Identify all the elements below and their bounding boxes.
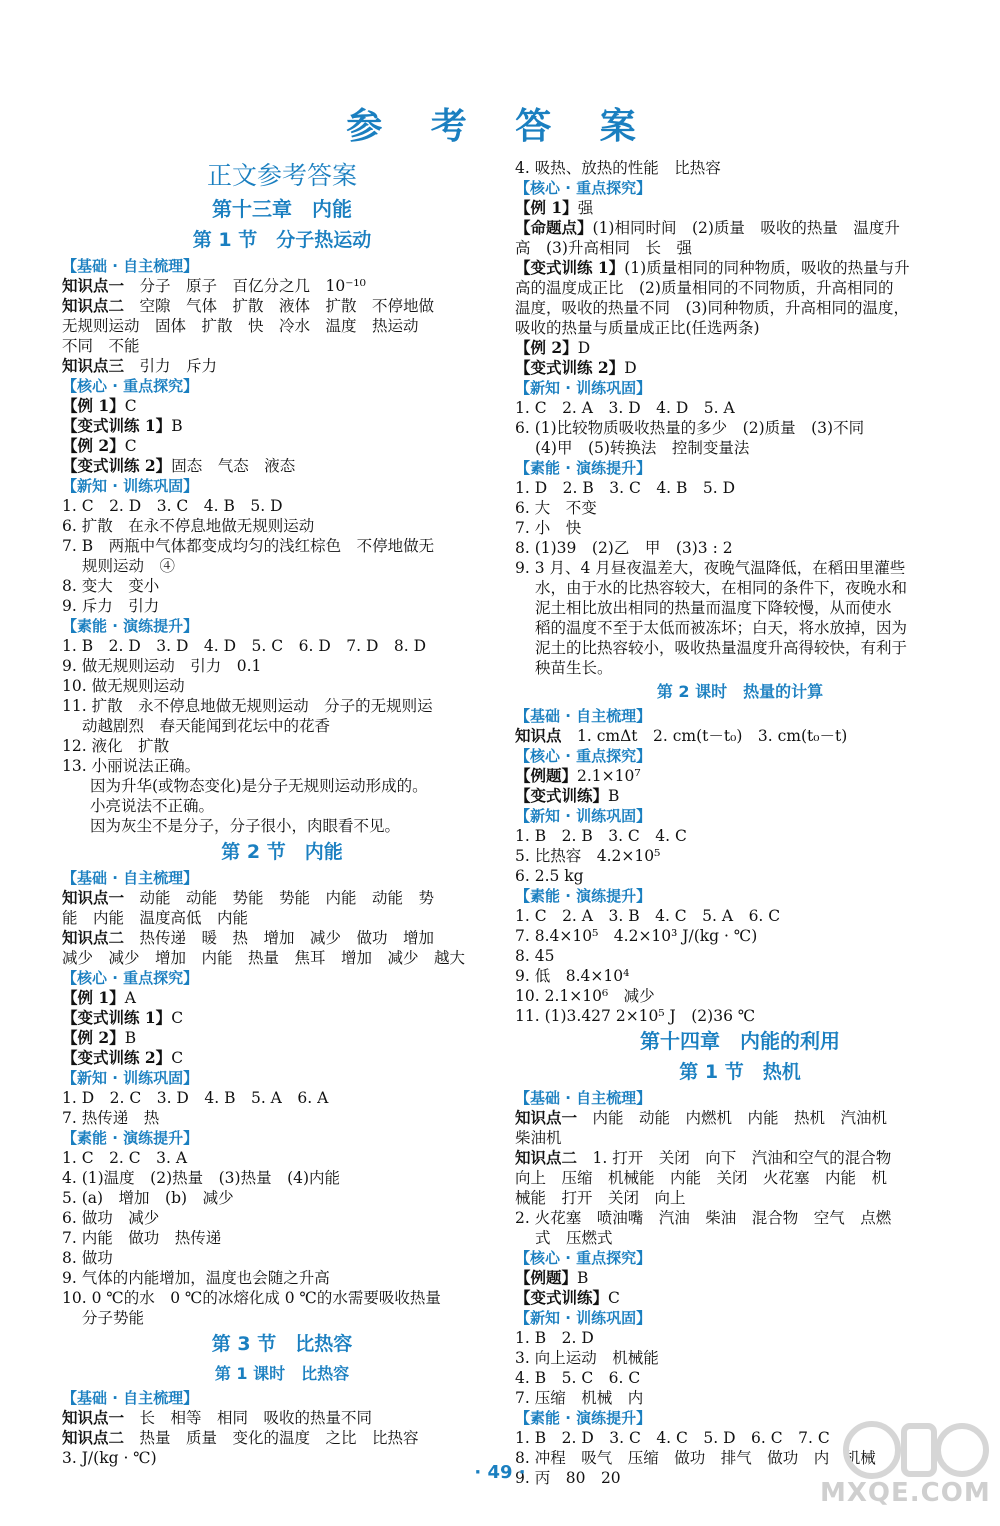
- answer-label: 【例题】: [515, 766, 578, 785]
- answer-line: 1. B 2. D 3. D 4. D 5. C 6. D 7. D 8. D: [62, 637, 427, 655]
- answer-line: [515, 1268, 965, 1288]
- answer-line: 1. B 2. D: [515, 1329, 594, 1347]
- section-tag: 【素能 · 演练提升】: [515, 459, 652, 477]
- answer-label: 【变式训练 1】: [515, 258, 625, 277]
- watermark-text: MXQE.COM: [820, 1478, 991, 1508]
- section-tag: 【素能 · 演练提升】: [62, 1129, 199, 1147]
- answer-text: 2.1×10⁷: [577, 767, 641, 785]
- answer-text: C: [608, 1289, 620, 1307]
- answer-text: D: [624, 359, 637, 377]
- chapter-heading: 第十三章 内能: [212, 197, 352, 221]
- answer-text: C: [124, 437, 137, 455]
- answer-line: 4. 吸热、放热的性能 比热容: [515, 159, 721, 177]
- answer-line: 式 压燃式: [535, 1229, 613, 1247]
- answer-label: 【例 2】: [62, 1028, 125, 1047]
- section-tag: 【基础 · 自主梳理】: [62, 869, 199, 887]
- answer-line: [515, 726, 965, 746]
- section-heading: 第 1 节 热机: [679, 1061, 801, 1083]
- section-heading: 第 3 节 比热容: [211, 1333, 353, 1355]
- answer-line: 高的温度成正比 (2)质量相同的不同物质，升高相同的: [515, 279, 894, 297]
- answer-line: [62, 396, 502, 416]
- answer-line: [62, 1048, 502, 1068]
- answer-line: [62, 436, 502, 456]
- answer-line: [62, 296, 502, 316]
- answer-line: 10. 0 ℃的水 0 ℃的冰熔化成 0 ℃的水需要吸收热量: [62, 1289, 441, 1307]
- answer-line: 6. 大 不变: [515, 499, 597, 517]
- answer-line: 9. 斥力 引力: [62, 597, 160, 615]
- answer-line: 向上 压缩 机械能 内能 关闭 火花塞 内能 机: [515, 1169, 888, 1187]
- answer-line: 10. 2.1×10⁶ 减少: [515, 987, 655, 1005]
- answer-line: 12. 液化 扩散: [62, 737, 170, 755]
- answer-label: 【例 2】: [62, 436, 125, 455]
- answer-text: 内能 动能 内燃机 内能 热机 汽油机: [577, 1109, 888, 1127]
- answer-label: 【命题点】: [515, 218, 593, 237]
- answer-text: (1)相同时间 (2)质量 吸收的热量 温度升: [592, 219, 900, 237]
- answer-line: [515, 1148, 965, 1168]
- answer-line: 减少 减少 增加 内能 热量 焦耳 增加 减少 越大: [62, 949, 466, 967]
- answer-text: B: [608, 787, 620, 805]
- answer-text: B: [124, 1029, 137, 1047]
- answer-line: [62, 356, 502, 376]
- answer-line: [62, 1028, 502, 1048]
- answer-label: 知识点一: [62, 1408, 125, 1427]
- answer-label: 【例 2】: [515, 338, 578, 357]
- answer-line: 5. (a) 增加 (b) 减少: [62, 1189, 234, 1207]
- answer-line: [62, 456, 502, 476]
- answer-line: [515, 258, 965, 278]
- answer-line: 小亮说法不正确。: [90, 797, 215, 815]
- section-heading: 第 2 节 内能: [221, 841, 343, 863]
- answer-line: 秧苗生长。: [535, 659, 613, 677]
- answer-line: 能 内能 温度高低 内能: [62, 909, 249, 927]
- answer-line: 分子势能: [82, 1309, 145, 1327]
- answer-text: 1. 打开 关闭 向下 汽油和空气的混合物: [577, 1149, 892, 1167]
- answer-line: 泥土相比放出相同的热量而温度下降较慢，从而使水: [535, 599, 892, 617]
- answer-text: C: [124, 397, 137, 415]
- section-tag: 【基础 · 自主梳理】: [62, 1389, 199, 1407]
- right-column: [515, 158, 965, 1488]
- answer-line: 1. C 2. A 3. D 4. D 5. A: [515, 399, 735, 417]
- answer-label: 【变式训练 2】: [515, 358, 625, 377]
- answer-line: 10. 做无规则运动: [62, 677, 185, 695]
- answer-text: C: [171, 1009, 184, 1027]
- answer-text: 1. cmΔt 2. cm(t－t₀) 3. cm(t₀－t): [561, 727, 848, 745]
- answer-label: 知识点一: [62, 276, 125, 295]
- answer-line: [62, 928, 502, 948]
- answer-line: 8. 冲程 吸气 压缩 做功 排气 做功 内 机械: [515, 1449, 876, 1467]
- answer-label: 知识点三: [62, 356, 125, 375]
- answer-text: 长 相等 相同 吸收的热量不同: [124, 1409, 373, 1427]
- lesson-heading: 第 1 课时 比热容: [214, 1364, 350, 1383]
- answer-line: [515, 358, 965, 378]
- section-tag: 【素能 · 演练提升】: [515, 1409, 652, 1427]
- section-tag: 【核心 · 重点探究】: [515, 179, 652, 197]
- answer-line: 8. (1)39 (2)乙 甲 (3)3 : 2: [515, 539, 733, 557]
- answer-line: 7. 压缩 机械 内: [515, 1389, 644, 1407]
- answer-line: [515, 1288, 965, 1308]
- answer-line: 无规则运动 固体 扩散 快 冷水 温度 热运动: [62, 317, 419, 335]
- answer-line: 11. (1)3.427 2×10⁵ J (2)36 ℃: [515, 1007, 756, 1025]
- answer-line: [515, 786, 965, 806]
- answer-line: 1. C 2. A 3. B 4. C 5. A 6. C: [515, 907, 781, 925]
- answer-line: 8. 变大 变小: [62, 577, 160, 595]
- answer-line: [62, 1008, 502, 1028]
- answer-text: 热传递 暖 热 增加 减少 做功 增加: [124, 929, 435, 947]
- answer-label: 知识点二: [62, 296, 125, 315]
- answer-text: B: [577, 1269, 589, 1287]
- answer-text: A: [124, 989, 136, 1007]
- answer-label: 【例 1】: [515, 198, 578, 217]
- section-tag: 【基础 · 自主梳理】: [515, 1089, 652, 1107]
- answer-line: 5. 比热容 4.2×10⁵: [515, 847, 661, 865]
- answer-text: 引力 斥力: [124, 357, 218, 375]
- answer-line: [62, 888, 502, 908]
- answer-line: 4. B 5. C 6. C: [515, 1369, 641, 1387]
- answer-line: 因为灰尘不是分子，分子很小，肉眼看不见。: [90, 817, 401, 835]
- answer-label: 知识点: [515, 726, 562, 745]
- answer-label: 【变式训练】: [515, 1288, 609, 1307]
- answer-line: 8. 45: [515, 947, 555, 965]
- answer-text: 强: [577, 199, 594, 217]
- answer-line: [62, 416, 502, 436]
- answer-line: 吸收的热量与质量成正比(任选两条): [515, 319, 760, 337]
- section-tag: 【基础 · 自主梳理】: [515, 707, 652, 725]
- answer-line: 7. 热传递 热: [62, 1109, 160, 1127]
- answer-label: 【变式训练 2】: [62, 1048, 172, 1067]
- answer-text: 分子 原子 百亿分之几 10⁻¹⁰: [124, 277, 366, 295]
- answer-line: 因为升华(或物态变化)是分子无规则运动形成的。: [90, 777, 428, 795]
- section-tag: 【素能 · 演练提升】: [62, 617, 199, 635]
- answer-line: 2. 火花塞 喷油嘴 汽油 柴油 混合物 空气 点燃: [515, 1209, 892, 1227]
- section-tag: 【核心 · 重点探究】: [515, 747, 652, 765]
- answer-line: 7. 内能 做功 热传递: [62, 1229, 222, 1247]
- section-heading: 第 1 节 分子热运动: [192, 229, 372, 251]
- section-tag: 【核心 · 重点探究】: [62, 969, 199, 987]
- answer-label: 知识点二: [515, 1148, 578, 1167]
- answer-line: 8. 做功: [62, 1249, 113, 1267]
- answer-line: 1. D 2. C 3. D 4. B 5. A 6. A: [62, 1089, 329, 1107]
- answer-label: 【变式训练 1】: [62, 1008, 172, 1027]
- answer-line: [515, 218, 965, 238]
- page-number: · 49 ·: [474, 1462, 526, 1483]
- answer-line: 7. 小 快: [515, 519, 582, 537]
- left-column: [62, 158, 502, 1468]
- answer-text: 热量 质量 变化的温度 之比 比热容: [124, 1429, 419, 1447]
- answer-line: 6. 做功 减少: [62, 1209, 160, 1227]
- section-tag: 【新知 · 训练巩固】: [62, 477, 199, 495]
- answer-line: 械能 打开 关闭 向上: [515, 1189, 686, 1207]
- answer-label: 【变式训练 2】: [62, 456, 172, 475]
- answer-text: D: [577, 339, 591, 357]
- answer-line: 11. 扩散 永不停息地做无规则运动 分子的无规则运: [62, 697, 433, 715]
- section-tag: 【新知 · 训练巩固】: [515, 807, 652, 825]
- answer-line: 6. 2.5 kg: [515, 867, 584, 885]
- page-title: 参 考 答 案: [346, 106, 654, 147]
- answer-text: 空隙 气体 扩散 液体 扩散 不停地做: [124, 297, 435, 315]
- answer-label: 知识点二: [62, 1428, 125, 1447]
- answer-line: [62, 276, 502, 296]
- answer-text: (1)质量相同的同种物质，吸收的热量与升: [624, 259, 910, 277]
- answer-label: 知识点一: [62, 888, 125, 907]
- answer-label: 【变式训练】: [515, 786, 609, 805]
- answer-text: 动能 动能 势能 势能 内能 动能 势: [124, 889, 435, 907]
- answer-line: 1. B 2. B 3. C 4. C: [515, 827, 687, 845]
- answer-line: [515, 1108, 965, 1128]
- answer-label: 知识点二: [62, 928, 125, 947]
- answer-line: 9. 低 8.4×10⁴: [515, 967, 630, 985]
- answer-line: [515, 338, 965, 358]
- answer-line: 泥土的比热容较小，吸收热量温度升高得较快，有利于: [535, 639, 908, 657]
- answer-text: C: [171, 1049, 184, 1067]
- answer-line: [62, 1408, 502, 1428]
- answer-line: 13. 小丽说法正确。: [62, 757, 201, 775]
- section-tag: 【基础 · 自主梳理】: [62, 257, 199, 275]
- main-heading: 正文参考答案: [206, 161, 357, 190]
- answer-line: 柴油机: [515, 1129, 562, 1147]
- answer-line: 水，由于水的比热容较大，在相同的条件下，夜晚水和: [535, 579, 908, 597]
- section-tag: 【新知 · 训练巩固】: [515, 379, 652, 397]
- answer-line: 7. B 两瓶中气体都变成均匀的浅红棕色 不停地做无: [62, 537, 435, 555]
- answer-line: 6. 扩散 在永不停息地做无规则运动: [62, 517, 315, 535]
- chapter-heading: 第十四章 内能的利用: [640, 1029, 840, 1053]
- answer-label: 【变式训练 1】: [62, 416, 172, 435]
- section-tag: 【素能 · 演练提升】: [515, 887, 652, 905]
- answer-line: 9. 丙 80 20: [515, 1469, 621, 1487]
- answer-line: 温度，吸收的热量不同 (3)同种物质，升高相同的温度，: [515, 299, 909, 317]
- answer-line: 4. (1)温度 (2)热量 (3)热量 (4)内能: [62, 1169, 341, 1187]
- answer-line: 9. 做无规则运动 引力 0.1: [62, 657, 262, 675]
- answer-line: 9. 气体的内能增加，温度也会随之升高: [62, 1269, 330, 1287]
- answer-line: 6. (1)比较物质吸收热量的多少 (2)质量 (3)不同: [515, 419, 865, 437]
- answer-line: [515, 198, 965, 218]
- answer-line: 稻的温度不至于太低而被冻坏；白天，将水放掉，因为: [535, 619, 908, 637]
- answer-line: (4)甲 (5)转换法 控制变量法: [535, 439, 750, 457]
- section-tag: 【核心 · 重点探究】: [515, 1249, 652, 1267]
- answer-line: 1. C 2. C 3. A: [62, 1149, 188, 1167]
- answer-line: 3. 向上运动 机械能: [515, 1349, 659, 1367]
- section-tag: 【新知 · 训练巩固】: [515, 1309, 652, 1327]
- answer-text: 固态 气态 液态: [171, 457, 296, 475]
- answer-line: [62, 1428, 502, 1448]
- answer-line: 1. C 2. D 3. C 4. B 5. D: [62, 497, 283, 515]
- answer-line: 1. D 2. B 3. C 4. B 5. D: [515, 479, 736, 497]
- answer-line: 3. J/(kg · ℃): [62, 1449, 157, 1467]
- answer-label: 【例 1】: [62, 988, 125, 1007]
- section-tag: 【新知 · 训练巩固】: [62, 1069, 199, 1087]
- answer-line: 7. 8.4×10⁵ 4.2×10³ J/(kg · ℃): [515, 927, 758, 945]
- answer-line: [515, 766, 965, 786]
- answer-line: 1. B 2. D 3. C 4. C 5. D 6. C 7. C: [515, 1429, 830, 1447]
- answer-text: B: [171, 417, 183, 435]
- answer-line: 动越剧烈 春天能闻到花坛中的花香: [82, 717, 331, 735]
- section-tag: 【核心 · 重点探究】: [62, 377, 199, 395]
- answer-label: 知识点一: [515, 1108, 578, 1127]
- answer-label: 【例题】: [515, 1268, 578, 1287]
- answer-line: 不同 不能: [62, 337, 140, 355]
- answer-line: 规则运动 ④: [82, 557, 176, 575]
- answer-label: 【例 1】: [62, 396, 125, 415]
- answer-line: 9. 3 月、4 月昼夜温差大，夜晚气温降低，在稻田里灌些: [515, 559, 906, 577]
- answer-line: 高 (3)升高相同 长 强: [515, 239, 692, 257]
- lesson-heading: 第 2 课时 热量的计算: [656, 682, 824, 701]
- answer-line: [62, 988, 502, 1008]
